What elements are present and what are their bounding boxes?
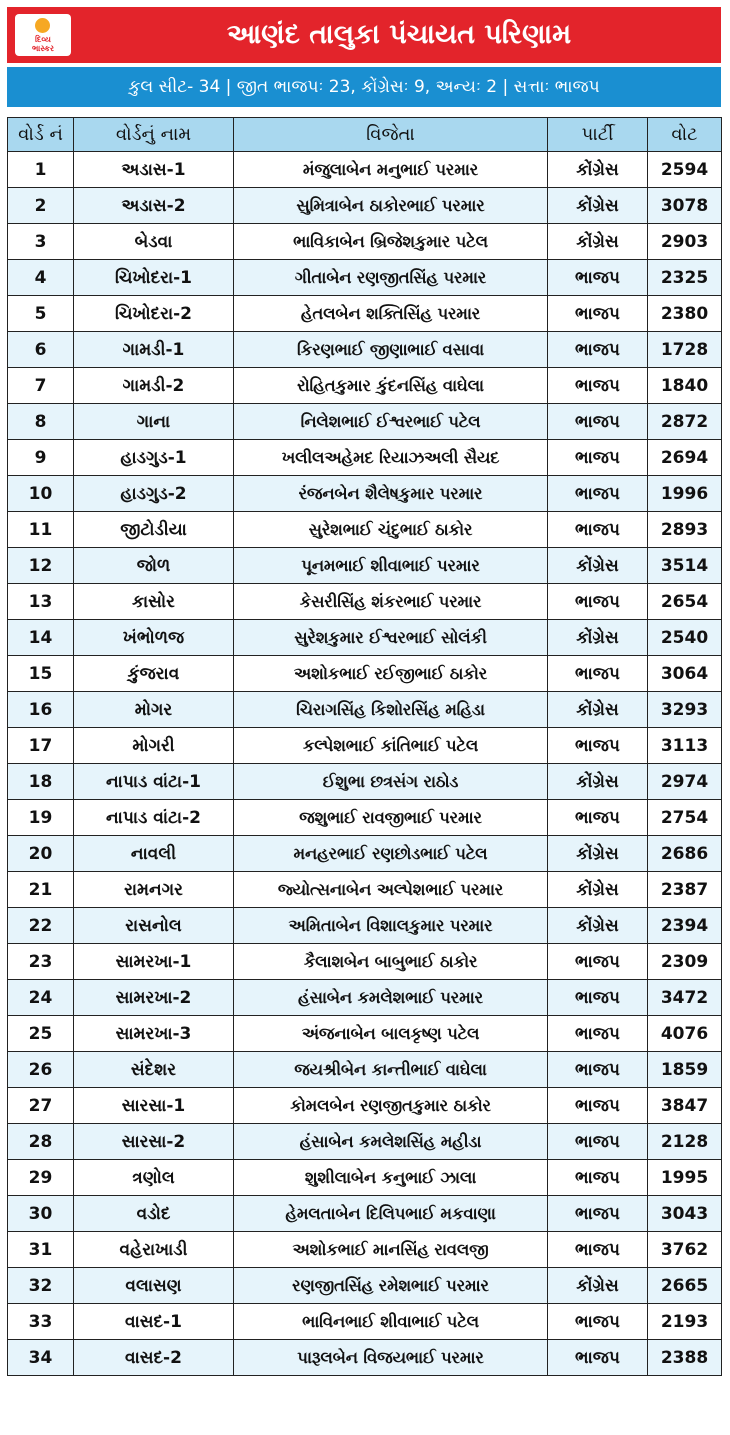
party-cell: ભાજપ — [548, 728, 648, 764]
table-row — [8, 1340, 722, 1376]
party-cell: ભાજપ — [548, 260, 648, 296]
party-cell: ભાજપ — [548, 404, 648, 440]
winner-name-cell: હેમલતાબેન દિલિપભાઈ મકવાણા — [234, 1196, 548, 1232]
winner-name-cell: જયશ્રીબેન કાન્તીભાઈ વાઘેલા — [234, 1052, 548, 1088]
party-cell: કોંગ્રેસ — [548, 872, 648, 908]
votes-cell: 2128 — [648, 1124, 722, 1160]
ward-number-cell: 8 — [8, 404, 74, 440]
votes-cell: 2665 — [648, 1268, 722, 1304]
ward-number-cell: 19 — [8, 800, 74, 836]
winner-name-cell: શુશીલાબેન કનુભાઈ ઝાલા — [234, 1160, 548, 1196]
winner-name-cell: મંજુલાબેન મનુભાઈ પરમાર — [234, 152, 548, 188]
table-row — [8, 1124, 722, 1160]
sun-icon — [35, 18, 50, 33]
ward-number-cell: 1 — [8, 152, 74, 188]
winner-name-cell: ખલીલઅહેમદ રિયાઝઅલી સૈયદ — [234, 440, 548, 476]
winner-name-cell: કલ્પેશભાઈ કાંતિભાઈ પટેલ — [234, 728, 548, 764]
ward-number-cell: 28 — [8, 1124, 74, 1160]
table-row — [8, 908, 722, 944]
ward-name-cell: વહેરાખાડી — [74, 1232, 234, 1268]
ward-name-cell: સંદેશર — [74, 1052, 234, 1088]
party-cell: કોંગ્રેસ — [548, 836, 648, 872]
ward-name-cell: હાડગુડ-1 — [74, 440, 234, 476]
ward-name-cell: નાપાડ વાંટા-1 — [74, 764, 234, 800]
table-row — [8, 1088, 722, 1124]
ward-name-cell: વલાસણ — [74, 1268, 234, 1304]
votes-cell: 3078 — [648, 188, 722, 224]
ward-name-cell: કાસોર — [74, 584, 234, 620]
table-row — [8, 224, 722, 260]
votes-cell: 2893 — [648, 512, 722, 548]
party-cell: ભાજપ — [548, 656, 648, 692]
party-cell: કોંગ્રેસ — [548, 764, 648, 800]
table-row — [8, 836, 722, 872]
winner-name-cell: કિરણભાઈ જીણાભાઈ વસાવા — [234, 332, 548, 368]
ward-number-cell: 7 — [8, 368, 74, 404]
winner-name-cell: રંજનબેન શૈલેષકુમાર પરમાર — [234, 476, 548, 512]
ward-number-cell: 2 — [8, 188, 74, 224]
table-row — [8, 944, 722, 980]
votes-cell: 3043 — [648, 1196, 722, 1232]
table-row — [8, 656, 722, 692]
party-cell: ભાજપ — [548, 332, 648, 368]
ward-number-cell: 32 — [8, 1268, 74, 1304]
votes-cell: 3472 — [648, 980, 722, 1016]
ward-name-cell: ગાના — [74, 404, 234, 440]
table-row — [8, 872, 722, 908]
winner-name-cell: અશોકભાઈ માનસિંહ રાવલજી — [234, 1232, 548, 1268]
ward-name-cell: મોગરી — [74, 728, 234, 764]
votes-cell: 2388 — [648, 1340, 722, 1376]
ward-number-cell: 20 — [8, 836, 74, 872]
results-table-wrapper — [7, 117, 721, 1376]
ward-name-cell: વડોદ — [74, 1196, 234, 1232]
ward-number-cell: 12 — [8, 548, 74, 584]
party-cell: ભાજપ — [548, 944, 648, 980]
party-cell: ભાજપ — [548, 512, 648, 548]
column-header-ward-name: વોર્ડનું નામ — [74, 118, 234, 152]
winner-name-cell: ભાવિનભાઈ શીવાભાઈ પટેલ — [234, 1304, 548, 1340]
table-body — [8, 152, 722, 1376]
page-title: આણંદ તાલુકા પંચાયત પરિણામ — [226, 19, 572, 50]
table-row — [8, 1160, 722, 1196]
winner-name-cell: રણજીતસિંહ રમેશભાઈ પરમાર — [234, 1268, 548, 1304]
votes-cell: 1728 — [648, 332, 722, 368]
table-row — [8, 728, 722, 764]
column-header-votes: વોટ — [648, 118, 722, 152]
table-row — [8, 692, 722, 728]
ward-name-cell: સામરખા-3 — [74, 1016, 234, 1052]
ward-name-cell: મોગર — [74, 692, 234, 728]
winner-name-cell: હેતલબેન શક્તિસિંહ પરમાર — [234, 296, 548, 332]
ward-number-cell: 23 — [8, 944, 74, 980]
votes-cell: 4076 — [648, 1016, 722, 1052]
ward-number-cell: 18 — [8, 764, 74, 800]
winner-name-cell: અંજનાબેન બાલકૃષ્ણ પટેલ — [234, 1016, 548, 1052]
ward-number-cell: 5 — [8, 296, 74, 332]
table-row — [8, 1016, 722, 1052]
ward-name-cell: સામરખા-2 — [74, 980, 234, 1016]
ward-number-cell: 21 — [8, 872, 74, 908]
ward-number-cell: 29 — [8, 1160, 74, 1196]
table-row — [8, 764, 722, 800]
ward-name-cell: સારસા-1 — [74, 1088, 234, 1124]
table-row — [8, 1232, 722, 1268]
party-cell: ભાજપ — [548, 440, 648, 476]
logo-text-line2: ભાસ્કર — [31, 44, 55, 53]
winner-name-cell: સુમિત્રાબેન ઠાકોરભાઈ પરમાર — [234, 188, 548, 224]
party-cell: કોંગ્રેસ — [548, 188, 648, 224]
ward-number-cell: 11 — [8, 512, 74, 548]
votes-cell: 3293 — [648, 692, 722, 728]
ward-number-cell: 15 — [8, 656, 74, 692]
votes-cell: 2903 — [648, 224, 722, 260]
ward-number-cell: 17 — [8, 728, 74, 764]
winner-name-cell: ચિરાગસિંહ કિશોરસિંહ મહિડા — [234, 692, 548, 728]
ward-number-cell: 9 — [8, 440, 74, 476]
ward-number-cell: 10 — [8, 476, 74, 512]
table-row — [8, 260, 722, 296]
table-row — [8, 1304, 722, 1340]
party-cell: કોંગ્રેસ — [548, 152, 648, 188]
winner-name-cell: પૂનમભાઈ શીવાભાઈ પરમાર — [234, 548, 548, 584]
party-cell: ભાજપ — [548, 476, 648, 512]
votes-cell: 1859 — [648, 1052, 722, 1088]
votes-cell: 2872 — [648, 404, 722, 440]
logo-text — [15, 35, 71, 53]
votes-cell: 1996 — [648, 476, 722, 512]
ward-number-cell: 3 — [8, 224, 74, 260]
votes-cell: 2325 — [648, 260, 722, 296]
ward-name-cell: બેડવા — [74, 224, 234, 260]
ward-name-cell: ચિખોદરા-1 — [74, 260, 234, 296]
party-cell: ભાજપ — [548, 1088, 648, 1124]
ward-number-cell: 27 — [8, 1088, 74, 1124]
summary-text: કુલ સીટ- 34 | જીત ભાજપઃ 23, કોંગ્રેસઃ 9, અન્યઃ 2 | સત્તાઃ ભાજપ — [128, 77, 600, 97]
winner-name-cell: જશુભાઈ રાવજીભાઈ પરમાર — [234, 800, 548, 836]
votes-cell: 2686 — [648, 836, 722, 872]
party-cell: ભાજપ — [548, 1232, 648, 1268]
table-row — [8, 152, 722, 188]
results-table — [7, 117, 722, 1376]
party-cell: કોંગ્રેસ — [548, 1268, 648, 1304]
party-cell: ભાજપ — [548, 1160, 648, 1196]
table-row — [8, 404, 722, 440]
ward-number-cell: 6 — [8, 332, 74, 368]
winner-name-cell: હંસાબેન કમલેશભાઈ પરમાર — [234, 980, 548, 1016]
votes-cell: 2193 — [648, 1304, 722, 1340]
party-cell: ભાજપ — [548, 1124, 648, 1160]
party-cell: કોંગ્રેસ — [548, 908, 648, 944]
ward-name-cell: જોળ — [74, 548, 234, 584]
ward-name-cell: નાપાડ વાંટા-2 — [74, 800, 234, 836]
table-row — [8, 800, 722, 836]
table-row — [8, 512, 722, 548]
ward-name-cell: અડાસ-1 — [74, 152, 234, 188]
table-row — [8, 188, 722, 224]
table-row — [8, 620, 722, 656]
winner-name-cell: અશોકભાઈ રઈજીભાઈ ઠાકોર — [234, 656, 548, 692]
party-cell: ભાજપ — [548, 296, 648, 332]
winner-name-cell: રોહિતકુમાર કુંદનસિંહ વાઘેલા — [234, 368, 548, 404]
winner-name-cell: પારૂલબેન વિજયભાઈ પરમાર — [234, 1340, 548, 1376]
ward-name-cell: ગામડી-1 — [74, 332, 234, 368]
votes-cell: 2754 — [648, 800, 722, 836]
ward-name-cell: અડાસ-2 — [74, 188, 234, 224]
table-row — [8, 368, 722, 404]
party-cell: ભાજપ — [548, 584, 648, 620]
ward-name-cell: ગામડી-2 — [74, 368, 234, 404]
party-cell: કોંગ્રેસ — [548, 224, 648, 260]
ward-name-cell: નાવલી — [74, 836, 234, 872]
winner-name-cell: હંસાબેન કમલેશસિંહ મહીડા — [234, 1124, 548, 1160]
votes-cell: 3514 — [648, 548, 722, 584]
party-cell: કોંગ્રેસ — [548, 692, 648, 728]
votes-cell: 3847 — [648, 1088, 722, 1124]
party-cell: ભાજપ — [548, 1052, 648, 1088]
party-cell: ભાજપ — [548, 368, 648, 404]
divya-bhaskar-logo — [15, 14, 71, 56]
ward-name-cell: ત્રણોલ — [74, 1160, 234, 1196]
ward-name-cell: સામરખા-1 — [74, 944, 234, 980]
table-row — [8, 476, 722, 512]
party-cell: ભાજપ — [548, 1340, 648, 1376]
ward-number-cell: 16 — [8, 692, 74, 728]
party-cell: કોંગ્રેસ — [548, 548, 648, 584]
ward-name-cell: રામનગર — [74, 872, 234, 908]
votes-cell: 3762 — [648, 1232, 722, 1268]
winner-name-cell: ગીતાબેન રણજીતસિંહ પરમાર — [234, 260, 548, 296]
party-cell: ભાજપ — [548, 1016, 648, 1052]
ward-name-cell: ચિખોદરા-2 — [74, 296, 234, 332]
table-row — [8, 440, 722, 476]
column-header-party: પાર્ટી — [548, 118, 648, 152]
ward-number-cell: 30 — [8, 1196, 74, 1232]
winner-name-cell: કોમલબેન રણજીતકુમાર ઠાકોર — [234, 1088, 548, 1124]
ward-number-cell: 34 — [8, 1340, 74, 1376]
winner-name-cell: અમિતાબેન વિશાલકુમાર પરમાર — [234, 908, 548, 944]
ward-name-cell: કુંજરાવ — [74, 656, 234, 692]
party-cell: કોંગ્રેસ — [548, 620, 648, 656]
party-cell: ભાજપ — [548, 1304, 648, 1340]
ward-number-cell: 22 — [8, 908, 74, 944]
votes-cell: 1840 — [648, 368, 722, 404]
table-header-row — [8, 118, 722, 152]
votes-cell: 2974 — [648, 764, 722, 800]
party-cell: ભાજપ — [548, 980, 648, 1016]
table-row — [8, 1268, 722, 1304]
table-row — [8, 1052, 722, 1088]
votes-cell: 2540 — [648, 620, 722, 656]
winner-name-cell: સુરેશભાઈ ચંદુભાઈ ઠાકોર — [234, 512, 548, 548]
table-row — [8, 548, 722, 584]
ward-number-cell: 14 — [8, 620, 74, 656]
votes-cell: 1995 — [648, 1160, 722, 1196]
winner-name-cell: જ્યોત્સનાબેન અલ્પેશભાઈ પરમાર — [234, 872, 548, 908]
summary-bar — [7, 67, 721, 107]
winner-name-cell: ઈશુભા છત્રસંગ રાઠોડ — [234, 764, 548, 800]
winner-name-cell: નિલેશભાઈ ઈશ્વરભાઈ પટેલ — [234, 404, 548, 440]
ward-number-cell: 24 — [8, 980, 74, 1016]
votes-cell: 2694 — [648, 440, 722, 476]
column-header-ward-no: વોર્ડ નં — [8, 118, 74, 152]
winner-name-cell: મનહરભાઈ રણછોડભાઈ પટેલ — [234, 836, 548, 872]
votes-cell: 2387 — [648, 872, 722, 908]
table-row — [8, 296, 722, 332]
votes-cell: 3064 — [648, 656, 722, 692]
ward-name-cell: રાસનોલ — [74, 908, 234, 944]
ward-name-cell: હાડગુડ-2 — [74, 476, 234, 512]
ward-name-cell: ખંભોળજ — [74, 620, 234, 656]
winner-name-cell: ભાવિકાબેન બ્રિજેશકુમાર પટેલ — [234, 224, 548, 260]
votes-cell: 2654 — [648, 584, 722, 620]
ward-number-cell: 4 — [8, 260, 74, 296]
logo-text-line1: દિવ્ય — [35, 35, 51, 44]
ward-number-cell: 33 — [8, 1304, 74, 1340]
votes-cell: 2309 — [648, 944, 722, 980]
table-row — [8, 332, 722, 368]
votes-cell: 2594 — [648, 152, 722, 188]
winner-name-cell: સુરેશકુમાર ઈશ્વરભાઈ સોલંકી — [234, 620, 548, 656]
votes-cell: 3113 — [648, 728, 722, 764]
winner-name-cell: કૈલાશબેન બાબુભાઈ ઠાકોર — [234, 944, 548, 980]
ward-name-cell: સારસા-2 — [74, 1124, 234, 1160]
table-row — [8, 584, 722, 620]
ward-number-cell: 26 — [8, 1052, 74, 1088]
ward-name-cell: વાસદ-1 — [74, 1304, 234, 1340]
votes-cell: 2394 — [648, 908, 722, 944]
votes-cell: 2380 — [648, 296, 722, 332]
party-cell: ભાજપ — [548, 1196, 648, 1232]
ward-name-cell: જીટોડીયા — [74, 512, 234, 548]
column-header-winner: વિજેતા — [234, 118, 548, 152]
ward-name-cell: વાસદ-2 — [74, 1340, 234, 1376]
ward-number-cell: 31 — [8, 1232, 74, 1268]
ward-number-cell: 25 — [8, 1016, 74, 1052]
title-banner — [7, 7, 721, 63]
ward-number-cell: 13 — [8, 584, 74, 620]
table-row — [8, 1196, 722, 1232]
winner-name-cell: કેસરીસિંહ શંકરભાઈ પરમાર — [234, 584, 548, 620]
party-cell: ભાજપ — [548, 800, 648, 836]
table-row — [8, 980, 722, 1016]
